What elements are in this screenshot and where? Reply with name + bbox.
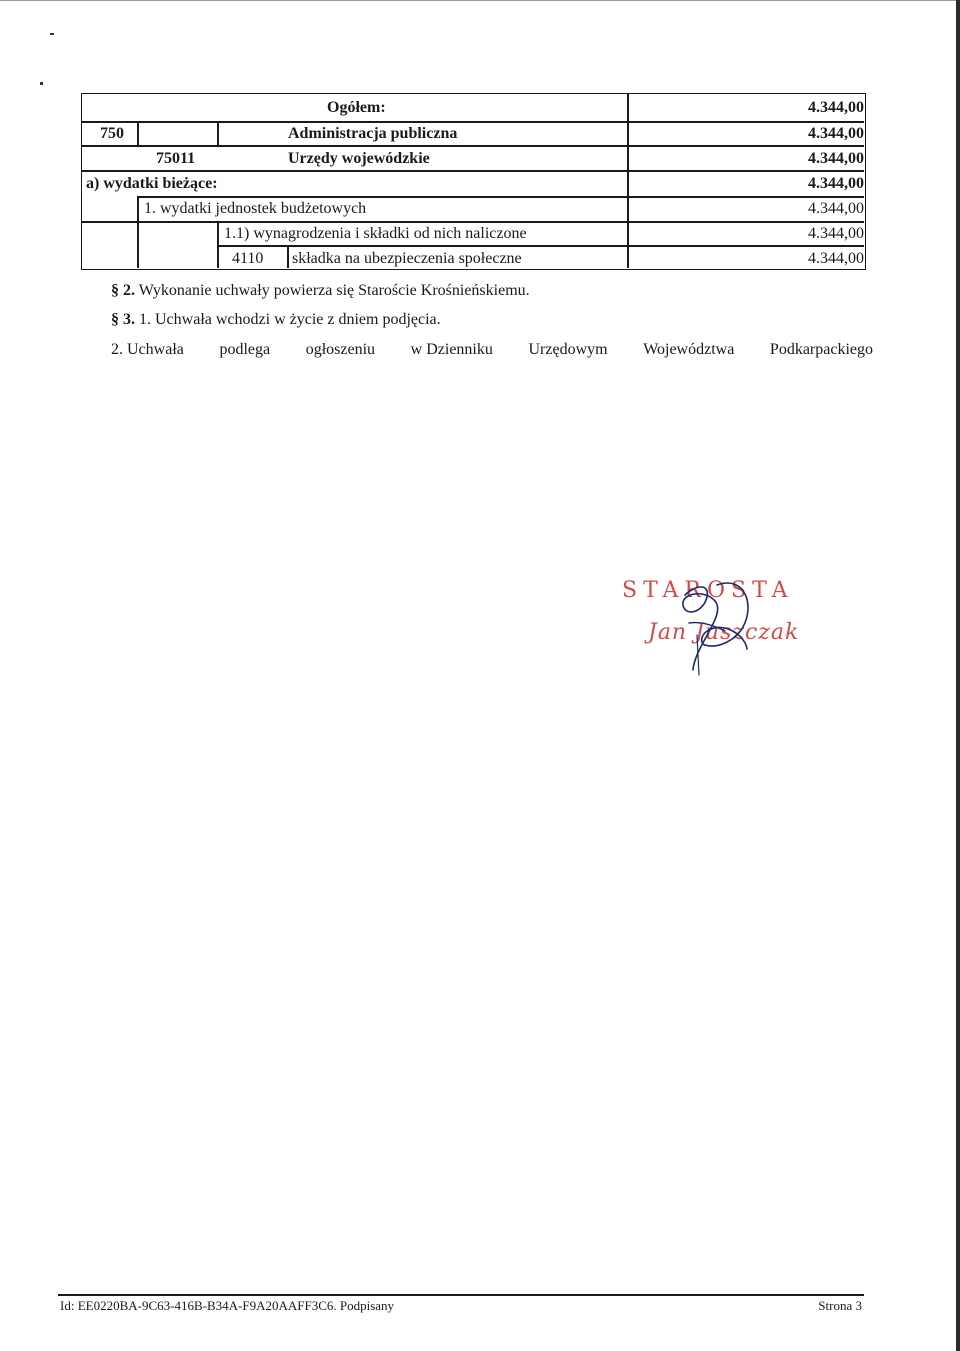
table-rule (82, 145, 864, 147)
paragraph-code: 4110 (232, 250, 264, 267)
justified-word: podlega (219, 341, 271, 358)
justified-word: Urzędowym (528, 341, 608, 358)
footer-page-number: Strona 3 (818, 1298, 862, 1313)
scan-speck (50, 33, 54, 35)
current-expenses-amount: 4.344,00 (808, 175, 864, 192)
table-rule (217, 245, 864, 247)
paragraph-3-mark: § 3. (111, 311, 135, 328)
table-rule (287, 247, 289, 268)
justified-word: Podkarpackiego (769, 341, 873, 358)
stamp-name: Jan Juszczak (648, 620, 800, 645)
table-rule (217, 121, 219, 145)
section-amount: 4.344,00 (808, 125, 864, 142)
section-code: 750 (100, 125, 124, 142)
table-rule (217, 221, 219, 268)
footer-rule (58, 1294, 864, 1296)
chapter-code: 75011 (156, 150, 196, 167)
paragraph-3-text: 1. Uchwała wchodzi w życie z dniem podjęcia. (139, 311, 441, 328)
paragraph-name: składka na ubezpieczenia społeczne (292, 250, 522, 267)
paragraph-2-text: Wykonanie uchwały powierza się Staroście Krośnieńskiemu. (138, 282, 530, 299)
paragraph-2 (111, 282, 530, 300)
table-rule (137, 196, 864, 198)
chapter-amount: 4.344,00 (808, 150, 864, 167)
justified-word: 2. Uchwała (111, 341, 184, 358)
section-name: Administracja publiczna (288, 125, 458, 142)
table-rule (627, 94, 629, 268)
salaries-amount: 4.344,00 (808, 225, 864, 242)
salaries-label: 1.1) wynagrodzenia i składki od nich naliczone (224, 225, 527, 242)
scan-speck (40, 82, 43, 85)
table-rule (82, 170, 864, 172)
budget-table (81, 93, 866, 270)
paragraph-amount: 4.344,00 (808, 250, 864, 267)
total-amount: 4.344,00 (808, 99, 864, 116)
signature (655, 575, 765, 685)
justified-word: ogłoszeniu (305, 341, 376, 358)
table-rule (137, 121, 139, 145)
justified-word: Województwa (643, 341, 735, 358)
unit-expenses-amount: 4.344,00 (808, 200, 864, 217)
justified-word: w Dzienniku (410, 341, 493, 358)
paragraph-3-point-2 (111, 341, 873, 359)
table-rule (82, 221, 864, 223)
current-expenses-label: a) wydatki bieżące: (86, 175, 218, 192)
footer-document-id: Id: EE0220BA-9C63-416B-B34A-F9A20AAFF3C6. Podpisany (60, 1298, 395, 1313)
scan-edge-top (0, 0, 960, 1)
chapter-name: Urzędy wojewódzkie (288, 150, 430, 167)
unit-expenses-label: 1. wydatki jednostek budżetowych (144, 200, 367, 217)
paragraph-2-mark: § 2. (111, 282, 135, 299)
table-rule (82, 121, 864, 123)
scan-edge-right (956, 0, 960, 1351)
table-rule (137, 196, 139, 268)
total-label: Ogółem: (327, 99, 386, 116)
stamp-title: STAROSTA (622, 578, 794, 603)
paragraph-3 (111, 311, 441, 329)
